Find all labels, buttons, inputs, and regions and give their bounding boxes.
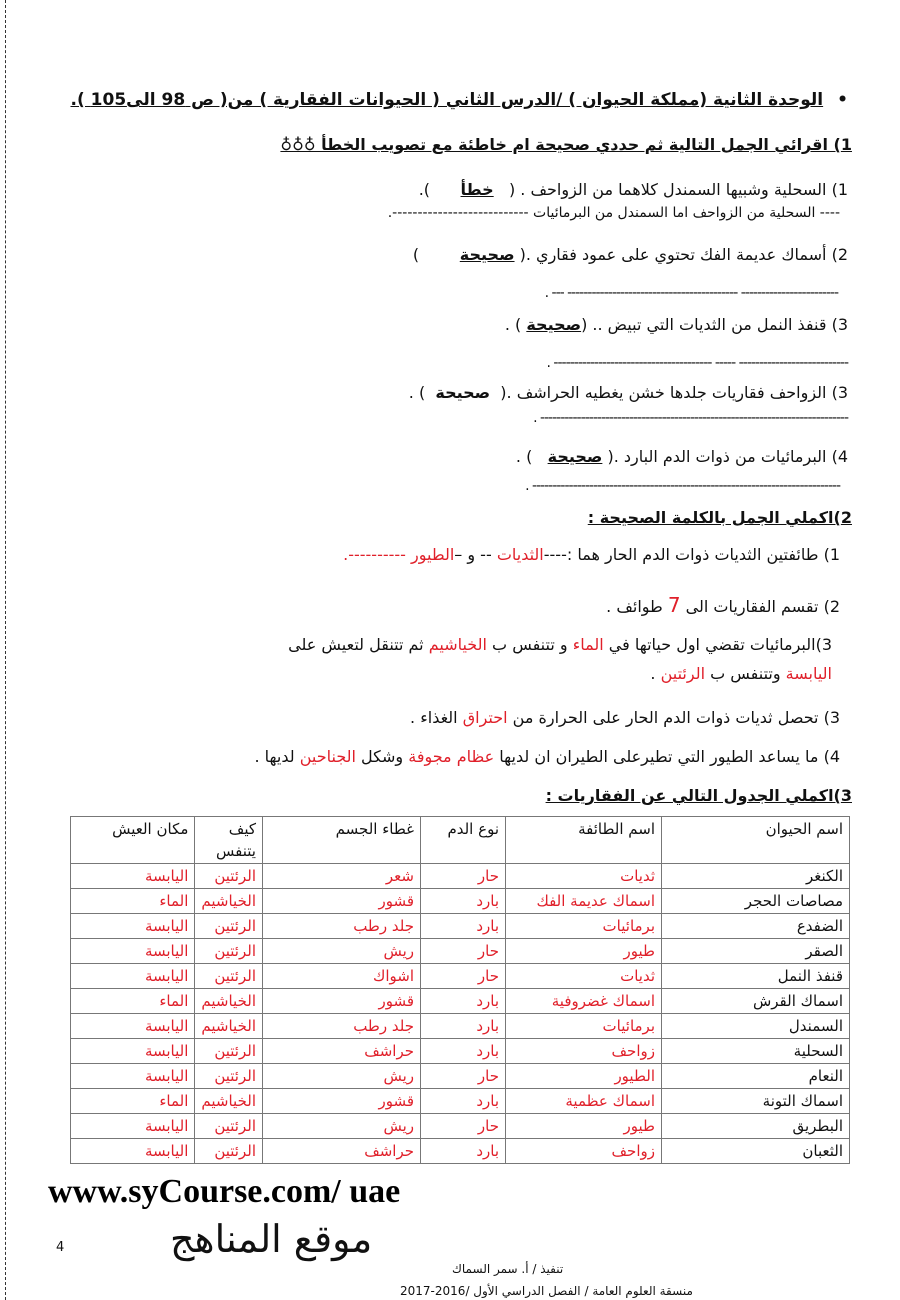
cell-class: الطيور (506, 1064, 662, 1089)
s1-item-5-correction: ---------------------------------------------------------------------------- . (525, 478, 840, 494)
table-row (71, 1089, 850, 1114)
col-header-habitat: مكان العيش (71, 817, 195, 864)
s2-item-5: 4) ما يساعد الطيور التي تطيرعلى الطيران ان لديها عظام مجوفة وشكل الجناحين لديها . (254, 747, 840, 766)
s1-item-2: 2) أسماك عديمة الفك تحتوي على عمود فقاري .( صحيحة ) (412, 245, 848, 264)
cell-class: اسماك عديمة الفك (506, 889, 662, 914)
cell-class: طيور (506, 939, 662, 964)
table-row (71, 1139, 850, 1164)
cell-habitat: اليابسة (71, 1039, 195, 1064)
table-row (71, 914, 850, 939)
cell-animal: الكنغر (662, 864, 850, 889)
cell-class: اسماك غضروفية (506, 989, 662, 1014)
cell-class: برمائيات (506, 1014, 662, 1039)
cell-habitat: اليابسة (71, 1139, 195, 1164)
s1-item-2-correction: ------------------------ ------------------------------------------ --- . (544, 285, 838, 301)
cell-breathing: الخياشيم (195, 1014, 263, 1039)
cell-animal: السحلية (662, 1039, 850, 1064)
cell-covering: اشواك (263, 964, 421, 989)
watermark-url: www.syCourse.com/ uae (48, 1173, 401, 1210)
table-row (71, 1014, 850, 1039)
s1-item-1: 1) السحلية وشبيها السمندل كلاهما من الزواحف . ( خطأ ). (418, 180, 848, 199)
col-header-blood: نوع الدم (421, 817, 506, 864)
cell-habitat: اليابسة (71, 914, 195, 939)
cell-habitat: اليابسة (71, 939, 195, 964)
cell-class: برمائيات (506, 914, 662, 939)
col-header-class: اسم الطائفة (506, 817, 662, 864)
cell-habitat: اليابسة (71, 1014, 195, 1039)
cell-covering: شعر (263, 864, 421, 889)
s1-item-3-correction: --------------------------- ----- --------------------------------------- . (546, 355, 848, 371)
vertebrates-table (70, 816, 850, 1164)
s1-item-1-correction: ---- السحلية من الزواحف اما السمندل من البرمائيات ---------------------------. (387, 205, 840, 221)
cell-animal: الثعبان (662, 1139, 850, 1164)
cell-covering: قشور (263, 1089, 421, 1114)
cell-animal: اسماك القرش (662, 989, 850, 1014)
s2-item-1: 1) طائفتين الثديات ذوات الدم الحار هما :----الثديات -- و –الطيور ----------. (343, 545, 840, 564)
cell-breathing: الرئتين (195, 939, 263, 964)
cell-class: اسماك عظمية (506, 1089, 662, 1114)
cell-habitat: الماء (71, 889, 195, 914)
section1-title: 1) اقرائي الجمل التالية ثم حددي صحيحة ام خاطئة مع تصويب الخطأ ♁♁♁ (280, 135, 852, 154)
cell-covering: حراشف (263, 1039, 421, 1064)
cell-covering: جلد رطب (263, 1014, 421, 1039)
cell-animal: البطريق (662, 1114, 850, 1139)
col-header-covering: غطاء الجسم (263, 817, 421, 864)
cell-breathing: الرئتين (195, 1064, 263, 1089)
cell-animal: اسماك التونة (662, 1089, 850, 1114)
cell-blood: بارد (421, 914, 506, 939)
s2-item-4: 3) تحصل ثديات ذوات الدم الحار على الحرارة من احتراق الغذاء . (410, 708, 840, 727)
cell-habitat: اليابسة (71, 964, 195, 989)
cell-animal: قنفذ النمل (662, 964, 850, 989)
cell-breathing: الرئتين (195, 1139, 263, 1164)
cell-class: طيور (506, 1114, 662, 1139)
table-row (71, 1039, 850, 1064)
cell-covering: ريش (263, 939, 421, 964)
cell-blood: حار (421, 1064, 506, 1089)
table-row (71, 989, 850, 1014)
cell-habitat: الماء (71, 989, 195, 1014)
table-row (71, 864, 850, 889)
table-row (71, 939, 850, 964)
table-row (71, 1064, 850, 1089)
cell-class: ثديات (506, 864, 662, 889)
cell-breathing: الخياشيم (195, 889, 263, 914)
cell-blood: حار (421, 939, 506, 964)
cell-animal: النعام (662, 1064, 850, 1089)
s2-item-2: 2) تقسم الفقاريات الى 7 طوائف . (606, 593, 840, 617)
cell-blood: بارد (421, 1039, 506, 1064)
cell-habitat: اليابسة (71, 864, 195, 889)
cell-covering: ريش (263, 1114, 421, 1139)
table-header-row (71, 817, 850, 864)
cell-class: زواحف (506, 1039, 662, 1064)
cell-blood: حار (421, 964, 506, 989)
cell-covering: حراشف (263, 1139, 421, 1164)
cell-blood: بارد (421, 1014, 506, 1039)
table-row (71, 964, 850, 989)
cell-habitat: اليابسة (71, 1064, 195, 1089)
cell-blood: بارد (421, 989, 506, 1014)
cell-breathing: الخياشيم (195, 1089, 263, 1114)
cell-habitat: الماء (71, 1089, 195, 1114)
cell-breathing: الخياشيم (195, 989, 263, 1014)
cell-breathing: الرئتين (195, 1039, 263, 1064)
org-footer: منسقة العلوم العامة / الفصل الدراسي الأول /2016-2017 (400, 1284, 693, 1298)
cell-covering: قشور (263, 989, 421, 1014)
cell-blood: بارد (421, 889, 506, 914)
cell-animal: السمندل (662, 1014, 850, 1039)
table-row (71, 889, 850, 914)
cell-breathing: الرئتين (195, 914, 263, 939)
s2-item-3-cont: اليابسة وتتنفس ب الرئتين . (650, 664, 832, 683)
cell-covering: ريش (263, 1064, 421, 1089)
cell-animal: مصاصات الحجر (662, 889, 850, 914)
margin-dashed-line (5, 0, 6, 1300)
table-row (71, 1114, 850, 1139)
cell-blood: حار (421, 864, 506, 889)
col-header-breathing: كيف يتنفس (195, 817, 263, 864)
cell-breathing: الرئتين (195, 1114, 263, 1139)
unit-title: •الوحدة الثانية (مملكة الحيوان ) /الدرس الثاني ( الحيوانات الفقارية ) من( ص 98 الى105 ). (70, 90, 848, 110)
cell-animal: الضفدع (662, 914, 850, 939)
cell-breathing: الرئتين (195, 964, 263, 989)
page-number: 4 (56, 1240, 65, 1255)
s1-item-4-correction: ---------------------------------------------------------------------------- . (533, 410, 848, 426)
s2-item-3: 3)البرمائيات تقضي اول حياتها في الماء و تتنفس ب الخياشيم ثم تتنقل لتعيش على (288, 635, 832, 654)
section3-title: 3)اكملي الجدول التالي عن الفقاريات : (545, 786, 852, 805)
cell-class: ثديات (506, 964, 662, 989)
cell-breathing: الرئتين (195, 864, 263, 889)
cell-class: زواحف (506, 1139, 662, 1164)
s1-item-4: 3) الزواحف فقاريات جلدها خشن يغطيه الحراشف .( صحيحة ) . (408, 383, 848, 402)
watermark-arabic: موقع المناهج (170, 1217, 373, 1261)
s1-item-5: 4) البرمائيات من ذوات الدم البارد .( صحيحة ) . (515, 447, 848, 466)
cell-blood: بارد (421, 1089, 506, 1114)
s1-item-3: 3) قنفذ النمل من الثديات التي تبيض .. (صحيحة ) . (504, 315, 848, 334)
cell-blood: حار (421, 1114, 506, 1139)
cell-animal: الصقر (662, 939, 850, 964)
cell-covering: قشور (263, 889, 421, 914)
author-credit: تنفيذ / أ. سمر السماك (452, 1262, 564, 1276)
cell-habitat: اليابسة (71, 1114, 195, 1139)
cell-blood: بارد (421, 1139, 506, 1164)
col-header-animal: اسم الحيوان (662, 817, 850, 864)
cell-covering: جلد رطب (263, 914, 421, 939)
section2-title: 2)اكملي الجمل بالكلمة الصحيحة : (587, 508, 852, 527)
